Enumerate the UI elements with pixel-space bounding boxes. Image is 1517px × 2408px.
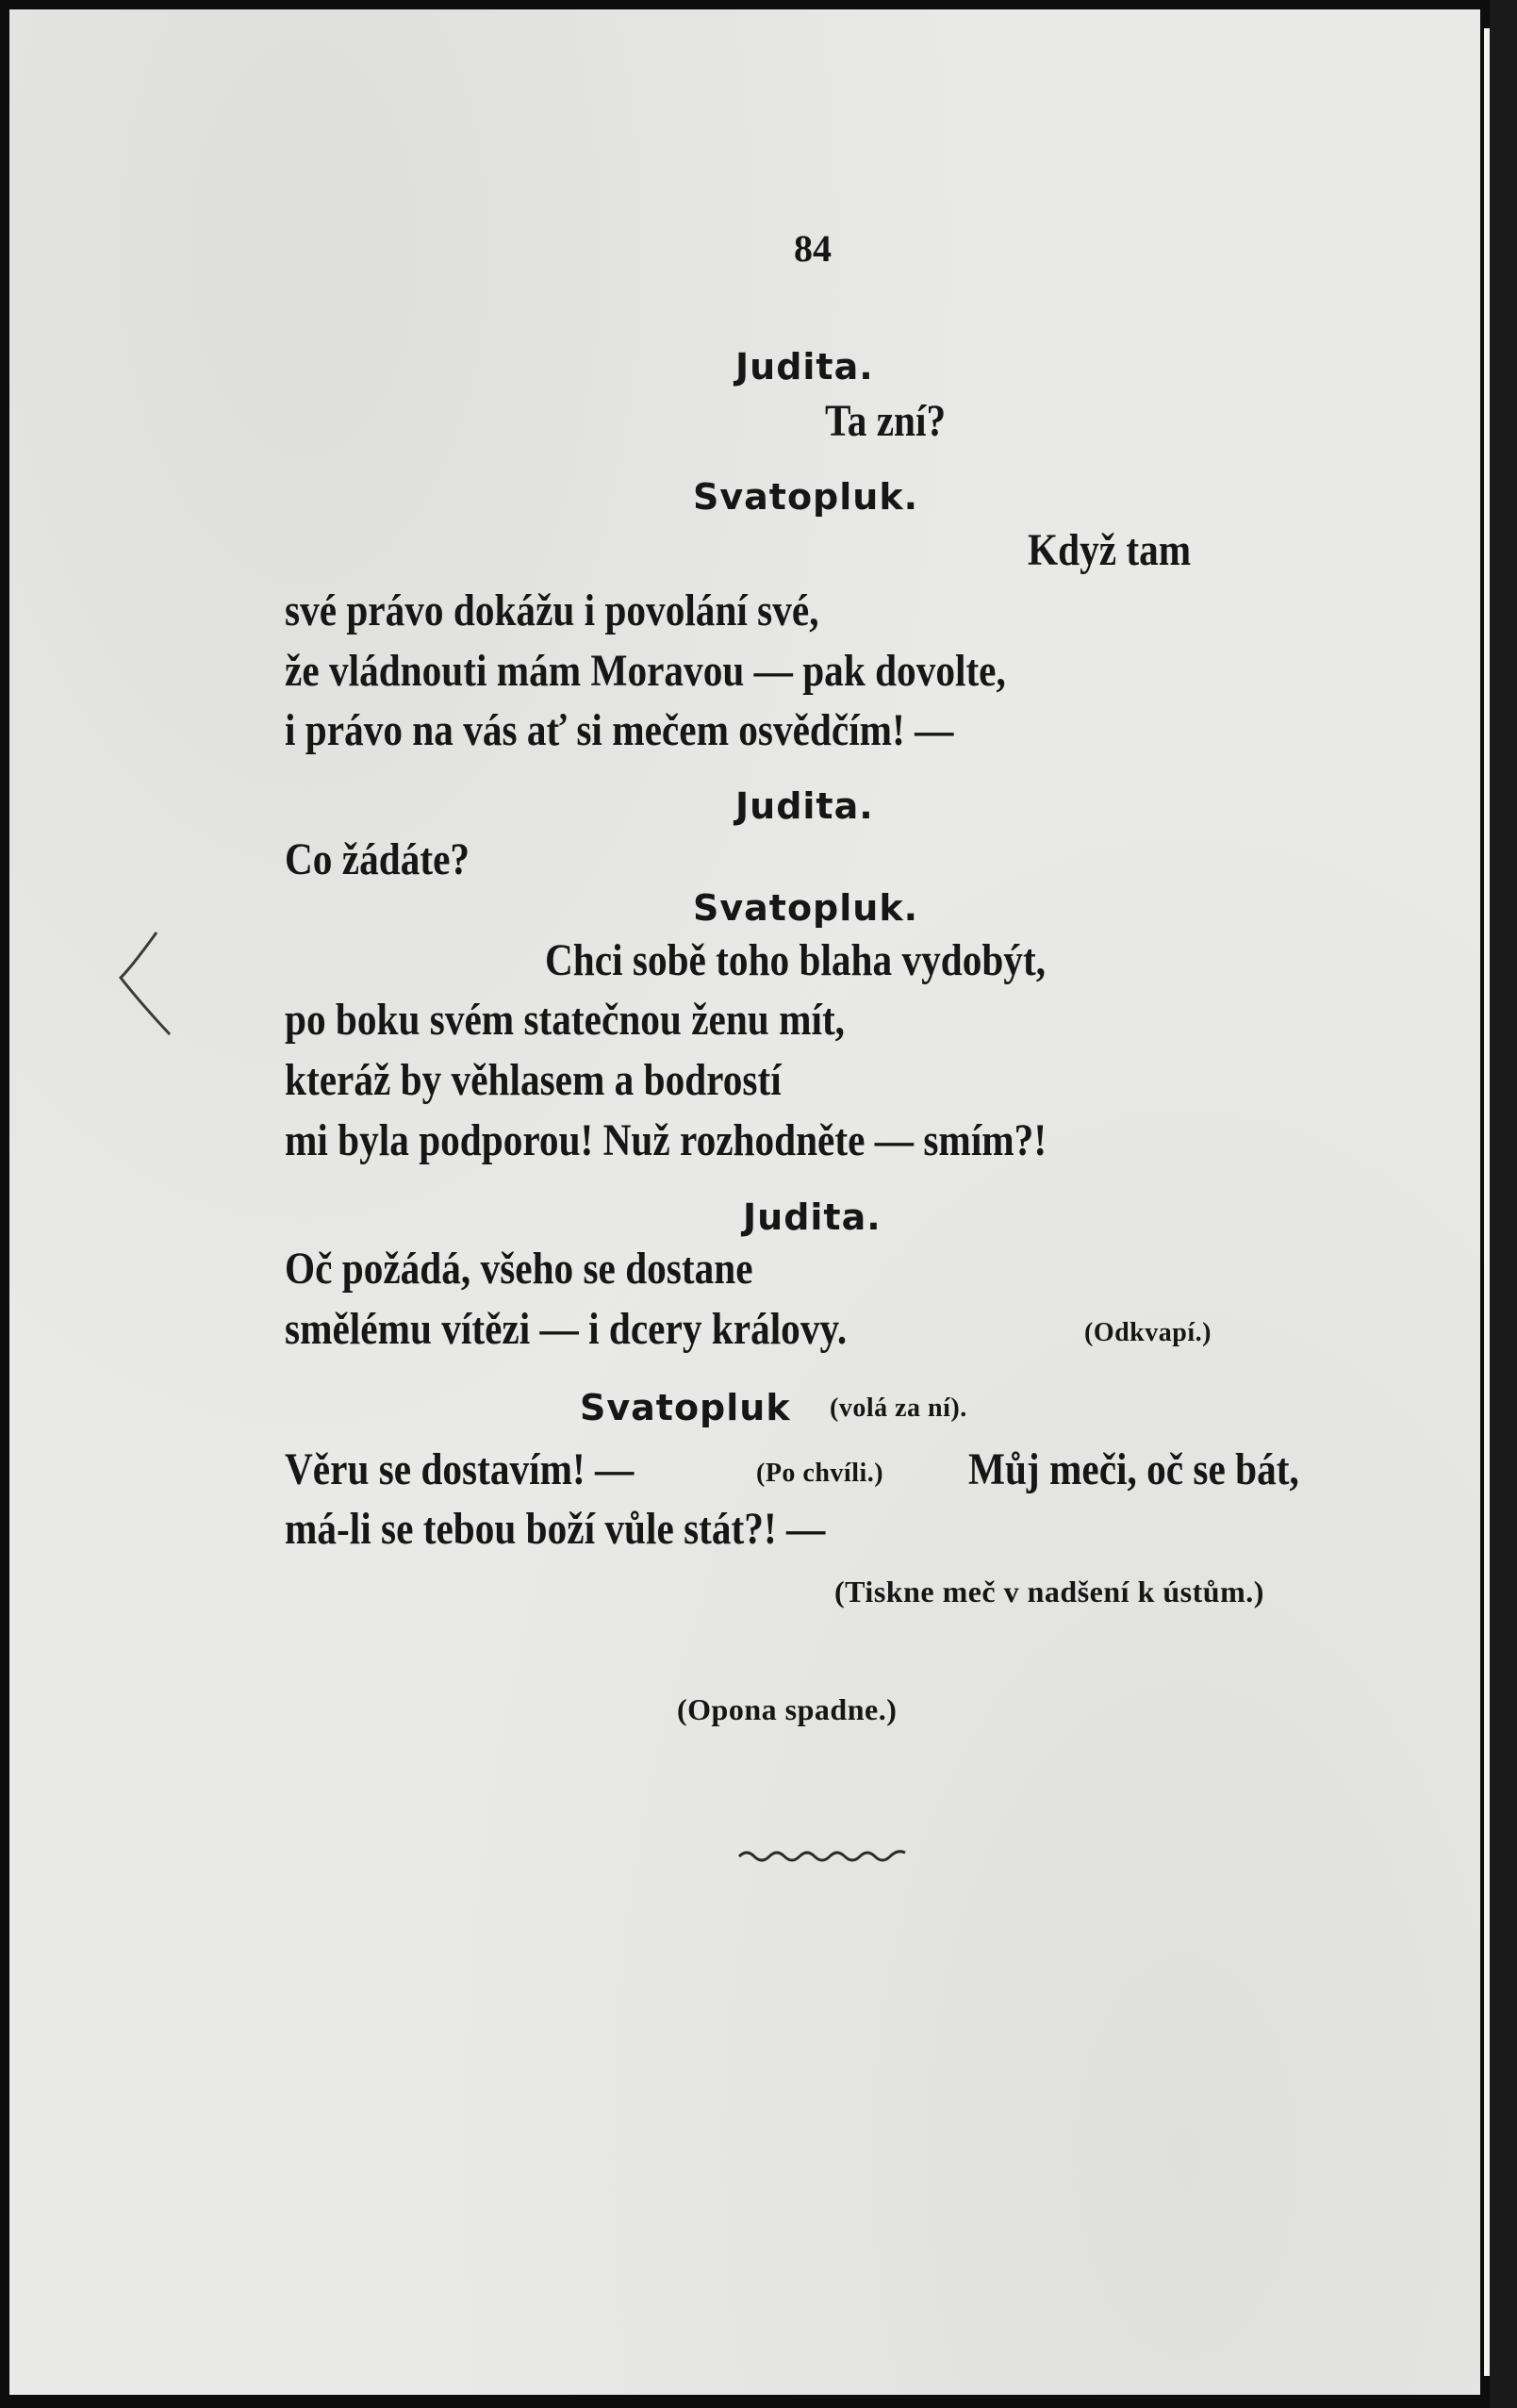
verse-line: že vládnouti mám Moravou — pak dovolte,: [285, 646, 1006, 696]
speaker-name: Judita.: [735, 346, 874, 388]
speaker-name: Judita.: [743, 1196, 882, 1238]
stage-direction: (Tiskne meč v nadšení k ústům.): [834, 1575, 1264, 1608]
speaker-name: Svatopluk: [580, 1387, 791, 1428]
stage-direction: (Po chvíli.): [756, 1459, 884, 1488]
speaker-name: Svatopluk.: [693, 887, 919, 929]
verse-line: Co žádáte?: [285, 834, 470, 884]
stage-direction: (volá za ní).: [830, 1394, 967, 1423]
verse-line: Když tam: [1028, 525, 1192, 575]
verse-line: smělému vítězi — i dcery královy.: [285, 1304, 848, 1354]
verse-line: má-li se tebou boží vůle stát?! —: [285, 1504, 826, 1554]
verse-line: po boku svém statečnou ženu mít,: [285, 995, 846, 1045]
verse-line: Věru se dostavím! —: [285, 1444, 635, 1494]
verse-line: své právo dokážu i povolání své,: [285, 586, 819, 635]
verse-line: Ta zní?: [825, 396, 947, 446]
verse-line: Chci sobě toho blaha vydobýt,: [545, 935, 1047, 985]
verse-line: mi byla podporou! Nuž rozhodněte — smím?!: [285, 1115, 1047, 1165]
speaker-name: Judita.: [735, 785, 874, 827]
verse-line: Oč požádá, všeho se dostane: [285, 1244, 753, 1294]
end-ornament: [735, 1843, 915, 1881]
stage-direction: (Opona spadne.): [677, 1692, 898, 1726]
speaker-name: Svatopluk.: [693, 476, 919, 518]
verse-line: Můj meči, oč se bát,: [968, 1444, 1299, 1494]
page-edge-shadow: [1490, 0, 1517, 2408]
stage-direction: (Odkvapí.): [1084, 1318, 1212, 1347]
verse-line: i právo na vás ať si mečem osvědčím! —: [285, 705, 954, 755]
page-number: 84: [794, 227, 832, 270]
margin-bracket-mark: [113, 929, 189, 1042]
verse-line: kteráž by věhlasem a bodrostí: [285, 1055, 782, 1105]
